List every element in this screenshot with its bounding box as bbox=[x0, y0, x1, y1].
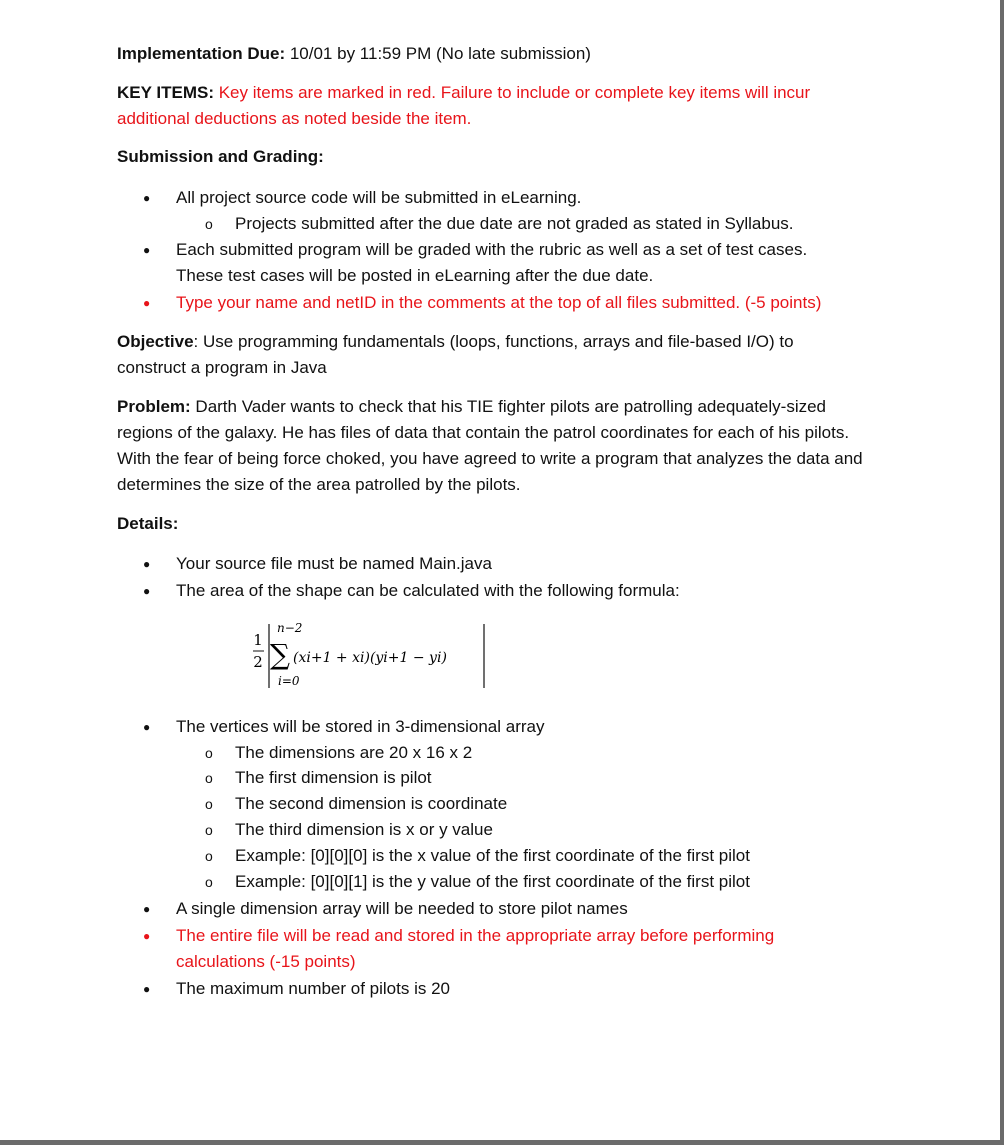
details-item-key: The entire file will be read and stored in the appropriate array before performing calculations (-15 points) bbox=[176, 926, 775, 971]
area-formula bbox=[250, 620, 510, 692]
submission-subitem: Projects submitted after the due date are not graded as stated in Syllabus. bbox=[235, 214, 794, 233]
bullet-icon: ● bbox=[143, 191, 151, 205]
sum-lower: i=0 bbox=[278, 674, 300, 688]
details-item: The vertices will be stored in 3-dimensional array bbox=[176, 717, 545, 736]
due-text: 10/01 by 11:59 PM (No late submission) bbox=[285, 44, 591, 63]
circle-bullet-icon: o bbox=[205, 770, 213, 786]
details-subitem: The second dimension is coordinate bbox=[235, 794, 508, 813]
objective bbox=[117, 329, 857, 381]
bullet-icon: ● bbox=[143, 982, 151, 996]
details-item: Your source file must be named Main.java bbox=[176, 554, 492, 573]
key-items-label: KEY ITEMS: bbox=[117, 83, 214, 102]
details-item: A single dimension array will be needed to store pilot names bbox=[176, 899, 628, 918]
implementation-due bbox=[117, 41, 877, 67]
submission-item: All project source code will be submitted in eLearning. bbox=[176, 188, 582, 207]
problem bbox=[117, 394, 877, 498]
submission-item-key: Type your name and netID in the comments at the top of all files submitted. (-5 points) bbox=[176, 293, 822, 312]
bullet-icon: ● bbox=[143, 929, 151, 943]
problem-text: Darth Vader wants to check that his TIE fighter pilots are patrolling adequately-sized regions of the galaxy. He has files of data that contain the patrol coordinates for each of his pilots. With the fear of being force choked, you have agreed to write a program that analyzes the data and determines the size of the area patrolled by the pilots. bbox=[117, 397, 863, 494]
details-subitem: Example: [0][0][1] is the y value of the first coordinate of the first pilot bbox=[235, 872, 750, 891]
submission-heading: Submission and Grading: bbox=[117, 147, 324, 166]
details-subitem: Example: [0][0][0] is the x value of the first coordinate of the first pilot bbox=[235, 846, 750, 865]
bullet-icon: ● bbox=[143, 243, 151, 257]
objective-text: : Use programming fundamentals (loops, functions, arrays and file-based I/O) to construct a program in Java bbox=[117, 332, 794, 377]
details-subitem: The first dimension is pilot bbox=[235, 768, 432, 787]
circle-bullet-icon: o bbox=[205, 796, 213, 812]
circle-bullet-icon: o bbox=[205, 745, 213, 761]
details-item: The area of the shape can be calculated with the following formula: bbox=[176, 581, 680, 600]
circle-bullet-icon: o bbox=[205, 874, 213, 890]
bullet-icon: ● bbox=[143, 902, 151, 916]
due-label: Implementation Due: bbox=[117, 44, 286, 63]
bullet-icon: ● bbox=[143, 720, 151, 734]
circle-bullet-icon: o bbox=[205, 216, 213, 232]
sum-upper: n−2 bbox=[277, 621, 303, 635]
key-items bbox=[117, 80, 857, 132]
circle-bullet-icon: o bbox=[205, 848, 213, 864]
key-items-text: Key items are marked in red. Failure to include or complete key items will incur additional deductions as noted beside the item. bbox=[117, 83, 811, 128]
bullet-icon: ● bbox=[143, 584, 151, 598]
formula-numerator: 1 bbox=[253, 631, 263, 649]
bullet-icon: ● bbox=[143, 557, 151, 571]
details-item: The maximum number of pilots is 20 bbox=[176, 979, 450, 998]
circle-bullet-icon: o bbox=[205, 822, 213, 838]
sum-body: (xi+1 + xi)(yi+1 − yi) bbox=[293, 650, 447, 666]
submission-item: Each submitted program will be graded with the rubric as well as a set of test cases. These test cases will be posted in eLearning after the due date. bbox=[176, 240, 808, 285]
objective-label: Objective bbox=[117, 332, 194, 351]
bullet-icon: ● bbox=[143, 296, 151, 310]
details-subitem: The third dimension is x or y value bbox=[235, 820, 493, 839]
sigma-icon: ∑ bbox=[270, 638, 290, 671]
details-heading: Details: bbox=[117, 514, 179, 533]
details-subitem: The dimensions are 20 x 16 x 2 bbox=[235, 743, 473, 762]
problem-label: Problem: bbox=[117, 397, 191, 416]
formula-denominator: 2 bbox=[253, 653, 263, 671]
